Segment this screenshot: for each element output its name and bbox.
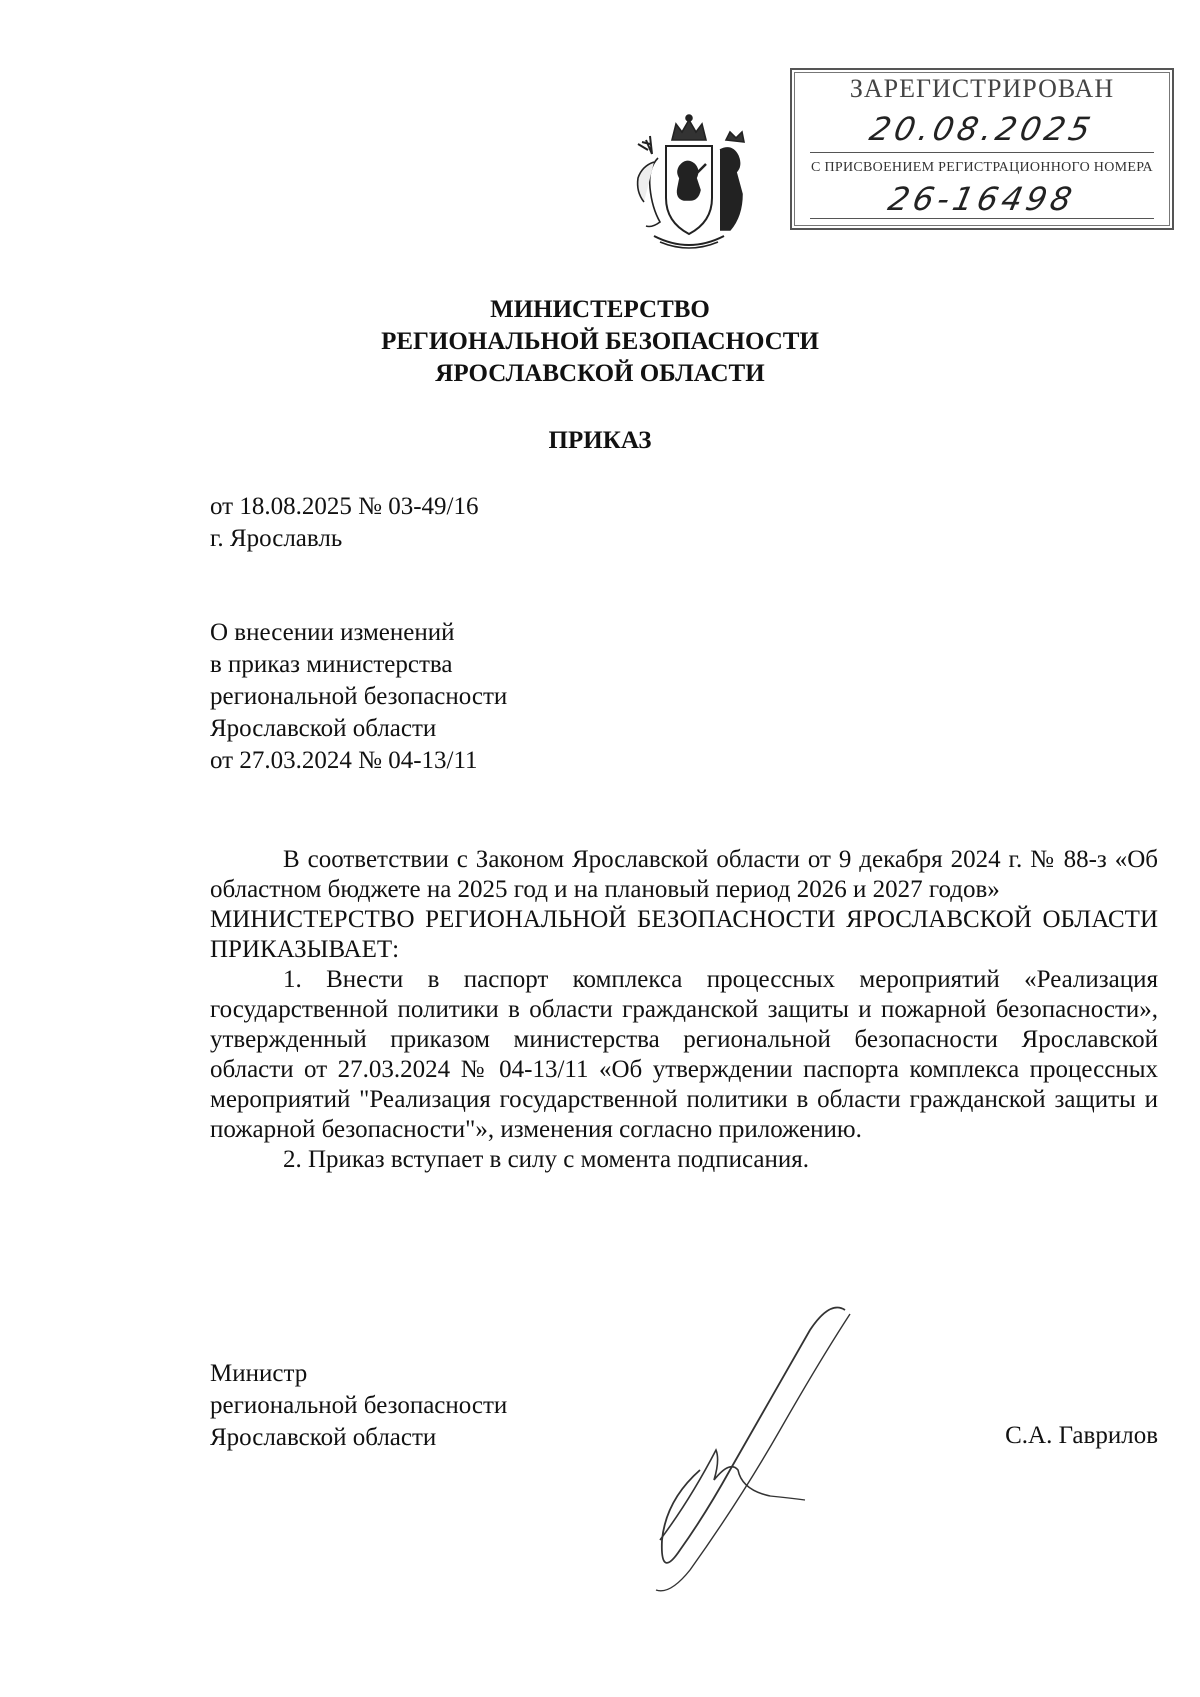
order-item-1: 1. Внести в паспорт комплекса процессных мероприятий «Реализация государственной политики в области гражданской защиты и пожарной безопасности», утвержденный приказом министерства региональной безопасности Ярославской области от 27.03.2024 № 04-13/11 «Об утверждении паспорта комплекса процессных мероприятий "Реализация государственной политики в области гражданской защиты и пожарной безопасности"», изменения согласно приложению. [210,966,1158,1143]
stamp-divider [810,218,1154,219]
subject-line: в приказ министерства [210,651,453,678]
document-body [210,845,1158,1175]
stamp-date: 20.08.2025 [866,110,1098,148]
coat-of-arms-icon [614,110,764,260]
ministry-name [0,294,1200,390]
registration-stamp [790,68,1174,230]
document-meta [210,491,478,555]
ministry-line: РЕГИОНАЛЬНОЙ БЕЗОПАСНОСТИ [381,328,819,355]
orders-paragraph: МИНИСТЕРСТВО РЕГИОНАЛЬНОЙ БЕЗОПАСНОСТИ ЯРОСЛАВСКОЙ ОБЛАСТИ ПРИКАЗЫВАЕТ: [210,906,1158,963]
document-subject [210,617,507,777]
city: г. Ярославль [210,525,343,552]
subject-line: от 27.03.2024 № 04-13/11 [210,747,478,774]
preamble-paragraph: В соответствии с Законом Ярославской области от 9 декабря 2024 г. № 88-з «Об областном бюджете на 2025 год и на плановый период 2026 и 2027 годов» [210,846,1158,903]
stamp-caption: С ПРИСВОЕНИЕМ РЕГИСТРАЦИОННОГО НОМЕРА [811,160,1153,175]
ministry-line: МИНИСТЕРСТВО [490,296,710,323]
position-line: региональной безопасности [210,1392,508,1419]
subject-line: Ярославской области [210,715,437,742]
subject-line: О внесении изменений [210,619,455,646]
position-line: Ярославской области [210,1424,437,1451]
date-number: от 18.08.2025 № 03-49/16 [210,493,479,520]
handwritten-signature-icon [620,1300,860,1600]
order-item-2: 2. Приказ вступает в силу с момента подписания. [283,1146,809,1173]
position-line: Министр [210,1360,308,1387]
stamp-registration-number: 26-16498 [884,180,1080,218]
subject-line: региональной безопасности [210,683,508,710]
signatory-name: С.А. Гаврилов [1005,1422,1158,1449]
ministry-line: ЯРОСЛАВСКОЙ ОБЛАСТИ [435,360,765,387]
signatory-position [210,1358,507,1454]
stamp-divider [810,152,1154,153]
document-type: ПРИКАЗ [548,427,652,454]
stamp-title: ЗАРЕГИСТРИРОВАН [849,74,1115,103]
